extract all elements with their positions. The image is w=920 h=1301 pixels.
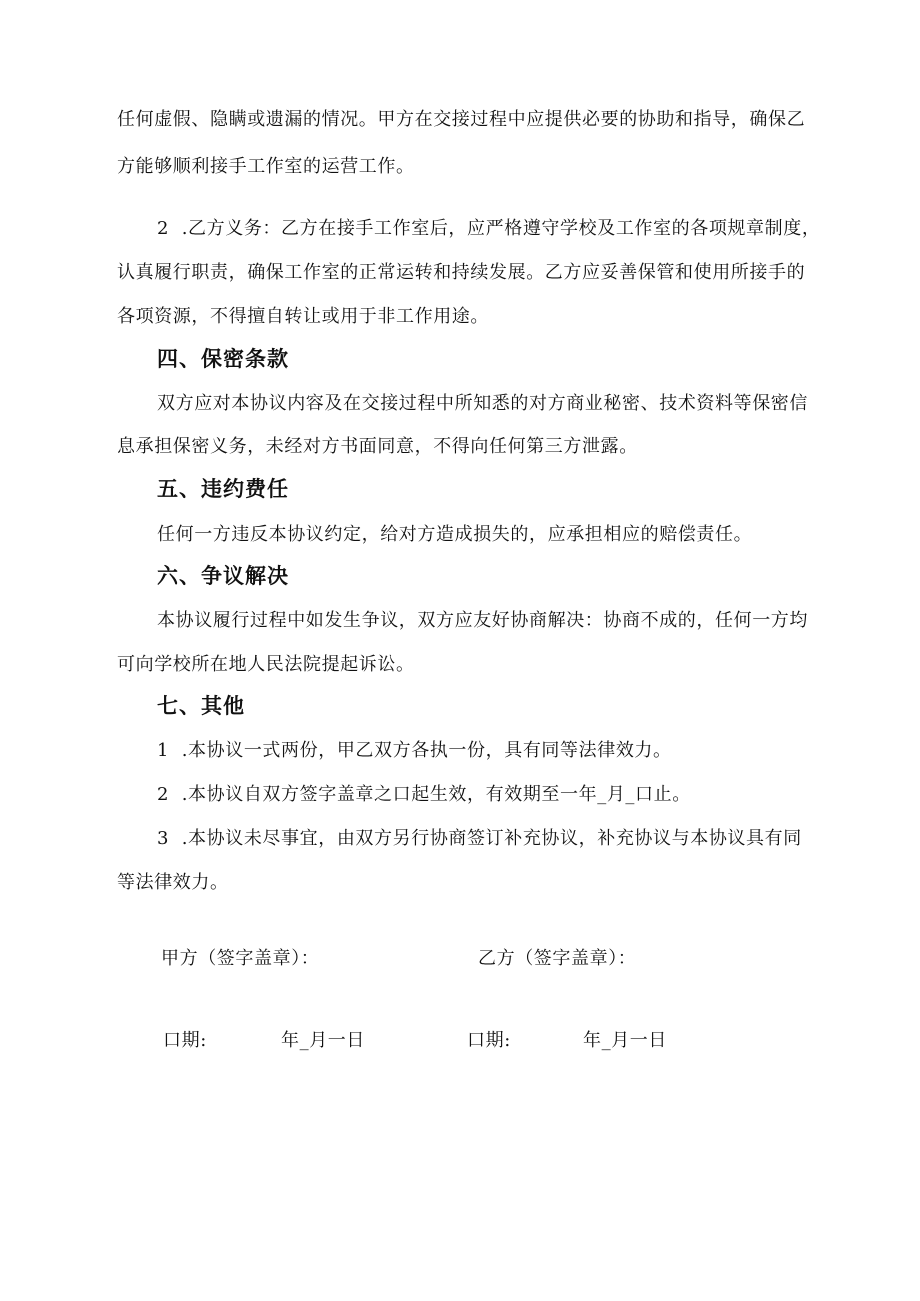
party-b-date-value: 年_月一日 (583, 1030, 667, 1051)
party-a-signature-label: 甲方（签字盖章）： (161, 948, 320, 969)
section-heading-disputes: 六、争议解决 (157, 564, 289, 588)
paragraph-line: 各项资源，不得擅自转让或用于非工作用途。 (117, 306, 489, 327)
paragraph-line: 息承担保密义务，未经对方书面同意，不得向任何第三方泄露。 (117, 436, 638, 457)
section-heading-other: 七、其他 (157, 694, 245, 718)
party-b-date-label: 口期: (467, 1030, 511, 1051)
paragraph-line: 双方应对本协议内容及在交接过程中所知悉的对方商业秘密、技术资料等保密信 (157, 393, 808, 414)
section-heading-confidentiality: 四、保密条款 (157, 347, 289, 371)
party-b-signature-label: 乙方（签字盖章）： (478, 948, 637, 969)
paragraph-line: 等法律效力。 (117, 872, 229, 893)
section-heading-liability: 五、违约费任 (157, 477, 289, 501)
paragraph-line: 可向学校所在地人民法院提起诉讼。 (117, 654, 415, 675)
paragraph-line: 方能够顺利接手工作室的运营工作。 (117, 156, 415, 177)
paragraph-line: 认真履行职责，确保工作室的正常运转和持续发展。乙方应妥善保管和使用所接手的 (117, 262, 806, 283)
other-item-2: 2 .本协议自双方签字盖章之口起生效，有效期至一年_月_口止。 (157, 784, 691, 805)
other-item-1: 1 .本协议一式两份，甲乙双方各执一份，具有同等法律效力。 (157, 740, 672, 761)
party-a-date-value: 年_月一日 (281, 1030, 365, 1051)
paragraph-line: 任何虚假、隐瞒或遗漏的情况。甲方在交接过程中应提供必要的协助和指导，确保乙 (117, 109, 806, 130)
party-a-date-label: 口期: (163, 1030, 207, 1051)
obligation-item-2: 2 .乙方义务：乙方在接手工作室后，应严格遵守学校及工作室的各项规章制度， (157, 218, 821, 239)
paragraph-line: 本协议履行过程中如发生争议，双方应友好协商解决：协商不成的，任何一方均 (157, 610, 808, 631)
other-item-3: 3 .本协议未尽事宜，由双方另行协商签订补充协议，补充协议与本协议具有同 (157, 828, 802, 849)
paragraph-line: 任何一方违反本协议约定，给对方造成损失的，应承担相应的赔偿责任。 (157, 524, 753, 545)
